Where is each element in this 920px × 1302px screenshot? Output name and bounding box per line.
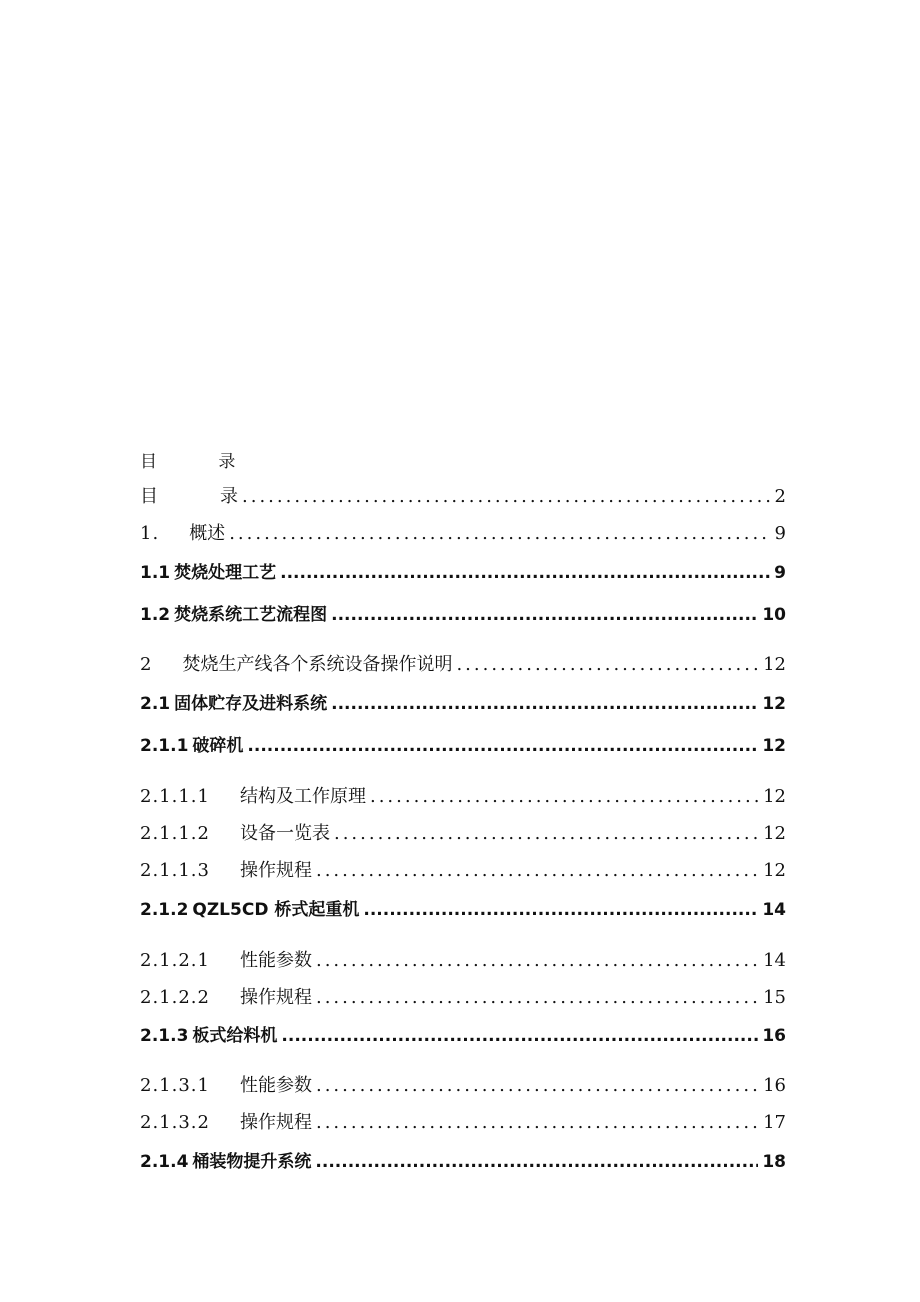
- toc-entry[interactable]: [140, 731, 786, 759]
- toc-entry[interactable]: [140, 1108, 786, 1136]
- toc-entry-title: 破碎机: [192, 736, 244, 756]
- toc-entry[interactable]: [140, 819, 786, 847]
- toc-entry-title: 焚烧处理工艺: [174, 563, 277, 583]
- toc-dot-leader: [242, 486, 771, 507]
- toc-entry-number: 2.1.3.1: [140, 1075, 210, 1096]
- toc-entry[interactable]: [140, 782, 786, 810]
- toc-entry-page-number: 16: [762, 1026, 786, 1046]
- toc-entry-page-number: 12: [763, 786, 786, 807]
- toc-entry[interactable]: [140, 946, 786, 974]
- toc-entry-title: 焚烧生产线各个系统设备操作说明: [182, 654, 453, 675]
- toc-entry-page-number: 14: [762, 900, 786, 920]
- toc-entry-title: 桶装物提升系统: [192, 1152, 312, 1172]
- toc-entry[interactable]: [140, 650, 786, 678]
- toc-dot-leader: [316, 950, 759, 971]
- toc-entry-number: 2.1.1.1: [140, 786, 210, 807]
- toc-entry-number: 1.2: [140, 605, 171, 625]
- toc-dot-leader: [331, 694, 758, 714]
- toc-heading: 目 录: [140, 452, 264, 472]
- toc-entry-title: 板式给料机: [192, 1026, 278, 1046]
- toc-entry-page-number: 2: [774, 486, 786, 507]
- toc-entry-title: 性能参数: [239, 950, 312, 971]
- toc-entry-title: 操作规程: [239, 1112, 312, 1133]
- toc-entry-number: 2.1.1: [140, 736, 189, 756]
- toc-entry-title: 录: [220, 486, 238, 507]
- toc-entry-page-number: 17: [763, 1112, 786, 1133]
- toc-entry-title: 概述: [189, 523, 226, 544]
- toc-entry-title: QZL5CD 桥式起重机: [192, 900, 360, 920]
- toc-entry-title: 性能参数: [239, 1075, 312, 1096]
- toc-entry[interactable]: [140, 983, 786, 1011]
- toc-entry-number: 2.1.3: [140, 1026, 189, 1046]
- toc-entry-title: 结构及工作原理: [239, 786, 366, 807]
- toc-dot-leader: [280, 563, 770, 583]
- toc-dot-leader: [281, 1026, 758, 1046]
- toc-entry-number: 2.1.2.1: [140, 950, 210, 971]
- toc-dot-leader: [331, 605, 758, 625]
- toc-entry-page-number: 18: [762, 1152, 786, 1172]
- toc-entry[interactable]: [140, 1021, 786, 1049]
- toc-entry-page-number: 10: [762, 605, 786, 625]
- toc-entry[interactable]: [140, 1147, 786, 1175]
- toc-entry[interactable]: [140, 482, 786, 510]
- toc-entry[interactable]: [140, 895, 786, 923]
- toc-dot-leader: [370, 786, 759, 807]
- toc-entry[interactable]: [140, 519, 786, 547]
- toc-entry-page-number: 12: [762, 694, 786, 714]
- toc-entry[interactable]: [140, 558, 786, 586]
- toc-entry-number: 2.1.3.2: [140, 1112, 210, 1133]
- toc-entry-number: 2.1.2.2: [140, 987, 210, 1008]
- toc-entry-page-number: 15: [763, 987, 786, 1008]
- toc-entry-number: 2.1.1.2: [140, 823, 210, 844]
- toc-entry-page-number: 14: [763, 950, 786, 971]
- toc-dot-leader: [334, 823, 759, 844]
- toc-dot-leader: [456, 654, 759, 675]
- toc-entry-number: 2.1: [140, 694, 171, 714]
- toc-entry-title: 焚烧系统工艺流程图: [174, 605, 328, 625]
- toc-dot-leader: [229, 523, 770, 544]
- toc-entry-page-number: 12: [763, 654, 786, 675]
- toc-entry-title: 固体贮存及进料系统: [174, 694, 328, 714]
- toc-entry-page-number: 12: [763, 823, 786, 844]
- toc-entry-title: 操作规程: [239, 860, 312, 881]
- toc-entry-page-number: 16: [763, 1075, 786, 1096]
- toc-dot-leader: [316, 987, 759, 1008]
- toc-entry-number: 1.: [140, 523, 160, 544]
- toc-entry-number: 2.1.2: [140, 900, 189, 920]
- toc-entry[interactable]: [140, 1071, 786, 1099]
- toc-entry-title: 操作规程: [239, 987, 312, 1008]
- toc-entry-number: 2: [140, 654, 153, 675]
- toc-dot-leader: [247, 736, 758, 756]
- toc-entry-number: 2.1.1.3: [140, 860, 210, 881]
- toc-entry[interactable]: [140, 689, 786, 717]
- toc-dot-leader: [316, 1075, 759, 1096]
- toc-entry-title: 设备一览表: [239, 823, 330, 844]
- toc-entry-number: 2.1.4: [140, 1152, 189, 1172]
- toc-entry-page-number: 12: [762, 736, 786, 756]
- toc-entry[interactable]: [140, 600, 786, 628]
- toc-entry-number: 目: [140, 486, 158, 507]
- toc-entry-page-number: 12: [763, 860, 786, 881]
- toc-dot-leader: [316, 1112, 759, 1133]
- toc-entry-page-number: 9: [774, 523, 786, 544]
- toc-dot-leader: [315, 1152, 758, 1172]
- toc-dot-leader: [363, 900, 758, 920]
- toc-entry-page-number: 9: [774, 563, 786, 583]
- toc-entry[interactable]: [140, 856, 786, 884]
- toc-entry-number: 1.1: [140, 563, 171, 583]
- toc-dot-leader: [316, 860, 759, 881]
